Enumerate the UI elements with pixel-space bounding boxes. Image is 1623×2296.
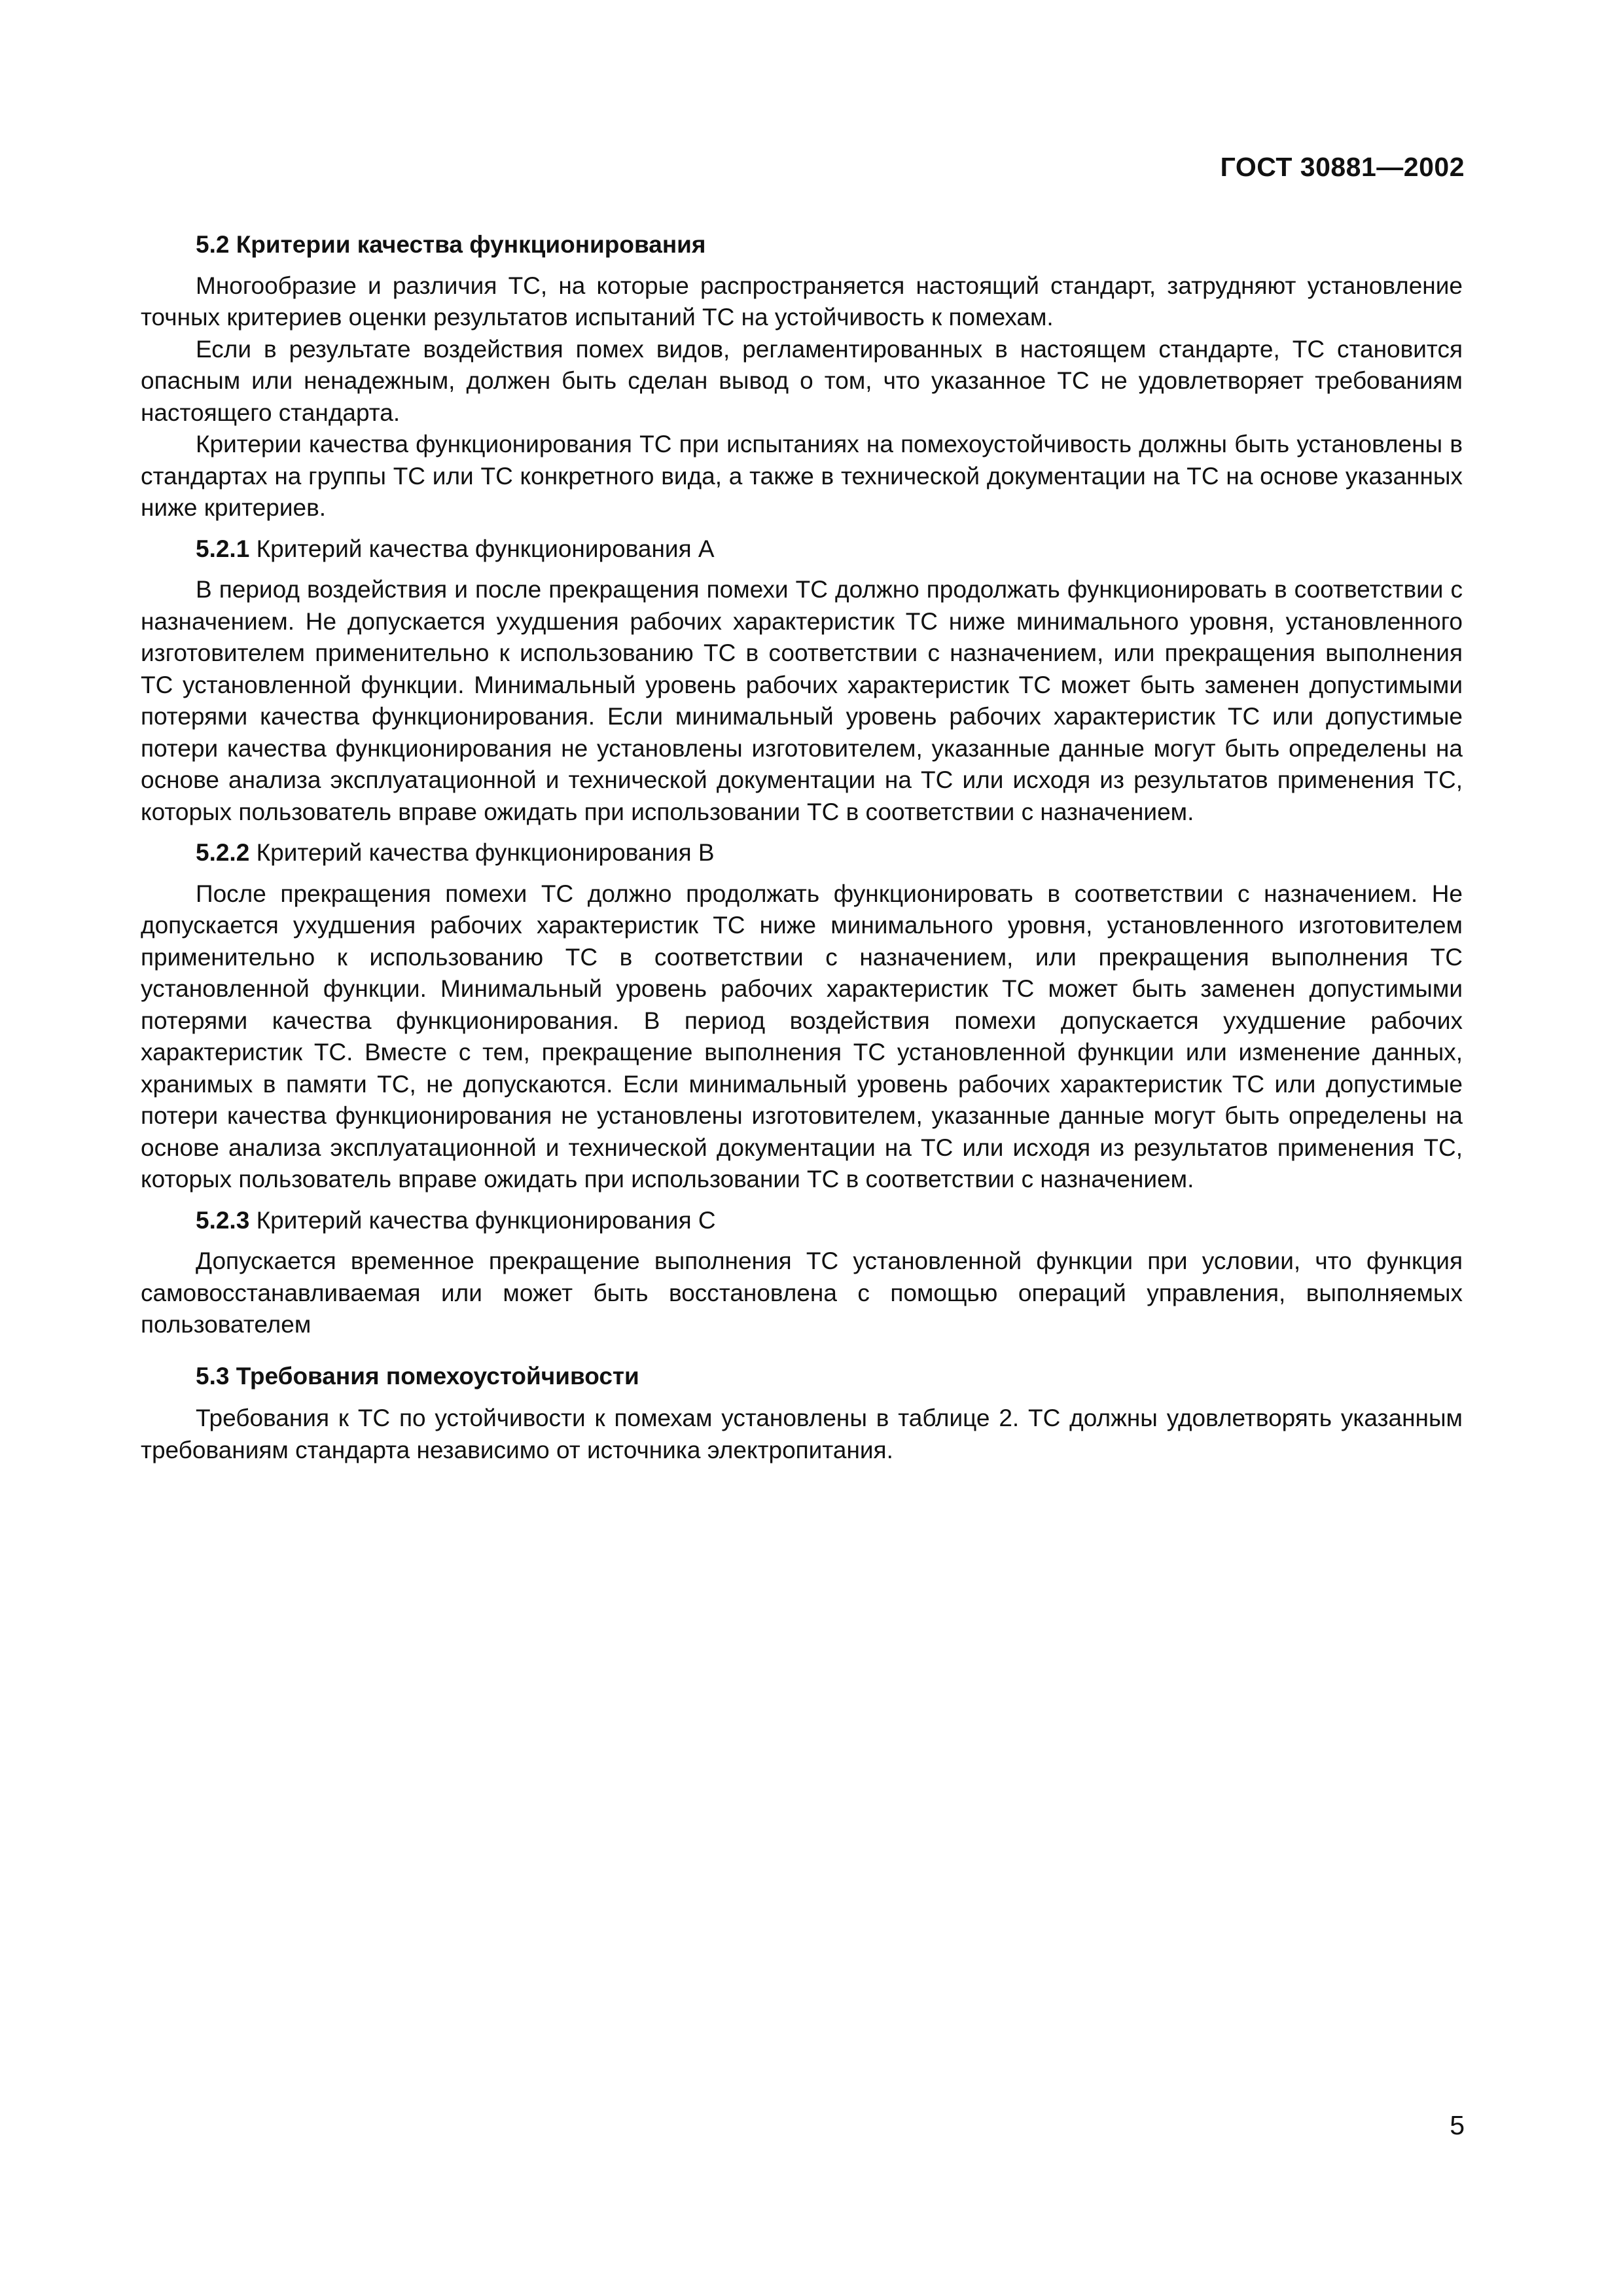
section-5-3-paragraph: Требования к ТС по устойчивости к помехам установлены в таблице 2. ТС должны удовлетворять указанным требованиям стандарта независимо от источника электропитания. [141, 1405, 1463, 1463]
page-number: 5 [1450, 2110, 1465, 2140]
section-5-2-2-number: 5.2.2 [196, 839, 250, 866]
section-5-2-heading: 5.2 Критерии качества функционирования [196, 231, 706, 258]
section-5-2-1-title: Критерий качества функционирования А [256, 535, 715, 562]
section-5-2-1-number: 5.2.1 [196, 535, 250, 562]
section-5-2-2-title: Критерий качества функционирования В [256, 839, 715, 866]
document-id: ГОСТ 30881—2002 [1220, 152, 1465, 182]
section-5-2-3-paragraph: Допускается временное прекращение выполнения ТС установленной функции при условии, что функция самовосстанавливаемая или может быть восстановлена с помощью операций управления, выполняемых пользователем [141, 1247, 1463, 1338]
section-5-2-3-heading [141, 1205, 1463, 1237]
section-5-2-3-title: Критерий качества функционирования С [256, 1206, 716, 1234]
section-5-2-1-heading [141, 533, 1463, 565]
section-5-2-paragraph-1: Многообразие и различия ТС, на которые распространяется настоящий стандарт, затрудняют установление точных критериев оценки результатов испытаний ТС на устойчивость к помехам. [141, 272, 1463, 331]
section-5-2-2-heading [141, 837, 1463, 869]
section-5-2-paragraph-2: Если в результате воздействия помех видов, регламентированных в настоящем стандарте, ТС становится опасным или ненадежным, должен быть сделан вывод о том, что указанное ТС не удовлетворяет требованиям настоящего стандарта. [141, 335, 1463, 426]
page-body [141, 229, 1463, 1466]
section-5-2-1-paragraph: В период воздействия и после прекращения помехи ТС должно продолжать функционировать в соответствии с назначением. Не допускается ухудшения рабочих характеристик ТС ниже минимального уровня, установленного изготовителем применительно к использованию ТС в соответствии с назначением, или прекращения выполнения ТС установленной функции. Минимальный уровень рабочих характеристик ТС может быть заменен допустимыми потерями качества функционирования. Если минимальный уровень рабочих характеристик ТС или допустимые потери качества функционирования не установлены изготовителем, указанные данные могут быть определены на основе анализа эксплуатационной и технической документации на ТС или исходя из результатов применения ТС, которых пользователь вправе ожидать при использовании ТС в соответствии с назначением. [141, 576, 1463, 825]
section-5-2-2-paragraph: После прекращения помехи ТС должно продолжать функционировать в соответствии с назначением. Не допускается ухудшения рабочих характеристик ТС ниже минимального уровня, установленного изготовителем применительно к использованию ТС в соответствии с назначением, или прекращения выполнения ТС установленной функции. Минимальный уровень рабочих характеристик ТС может быть заменен допустимыми потерями качества функционирования. В период воздействия помехи допускается ухудшение рабочих характеристик ТС. Вместе с тем, прекращение выполнения ТС установленной функции или изменение данных, хранимых в памяти ТС, не допускаются. Если минимальный уровень рабочих характеристик ТС или допустимые потери качества функционирования не установлены изготовителем, указанные данные могут быть определены на основе анализа эксплуатационной и технической документации на ТС или исходя из результатов применения ТС, которых пользователь вправе ожидать при использовании ТС в соответствии с назначением. [141, 880, 1463, 1193]
section-5-2-paragraph-3: Критерии качества функционирования ТС при испытаниях на помехоустойчивость должны быть установлены в стандартах на группы ТС или ТС конкретного вида, а также в технической документации на ТС на основе указанных ниже критериев. [141, 431, 1463, 521]
section-5-2-3-number: 5.2.3 [196, 1206, 250, 1234]
section-5-3-heading: 5.3 Требования помехоустойчивости [196, 1362, 639, 1390]
